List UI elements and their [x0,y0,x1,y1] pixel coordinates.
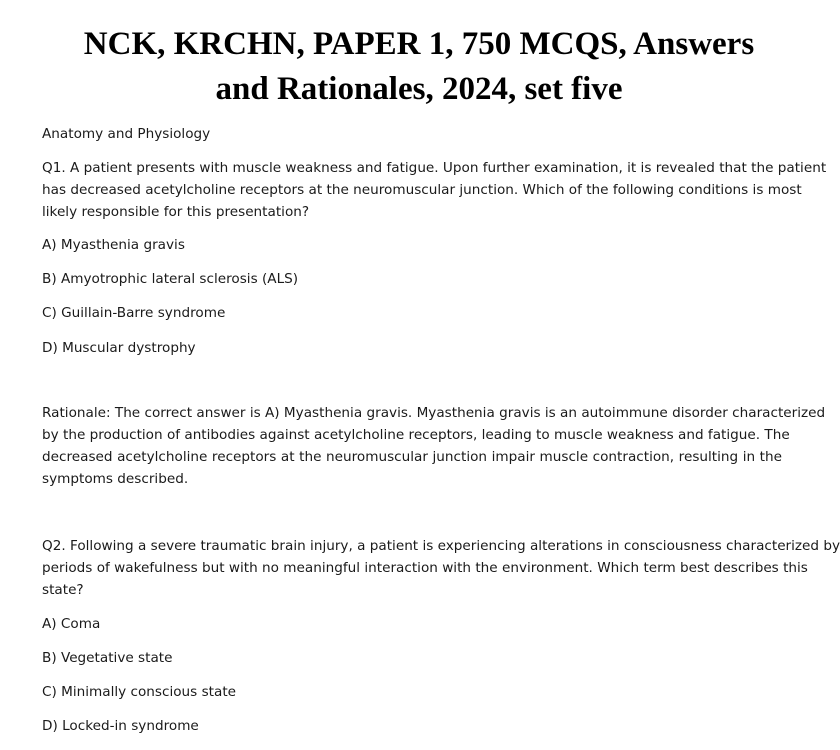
q1-option-c: C) Guillain-Barre syndrome [42,305,226,321]
title-line-2: and Rationales, 2024, set five [215,71,623,107]
document-title [0,22,838,112]
q1-option-d: D) Muscular dystrophy [42,340,196,356]
q1-stem-line: Q1. A patient presents with muscle weakness and fatigue. Upon further examination, it is revealed that the patient [42,160,827,176]
q1-rationale-line: Rationale: The correct answer is A) Myasthenia gravis. Myasthenia gravis is an autoimmune disorder characterized [42,405,826,421]
q2-option-d: D) Locked-in syndrome [42,718,199,734]
q1-rationale-line: symptoms described. [42,471,189,487]
q1-option-a: A) Myasthenia gravis [42,237,185,253]
q1-option-b: B) Amyotrophic lateral sclerosis (ALS) [42,271,299,287]
q1-rationale-line: by the production of antibodies against acetylcholine receptors, leading to muscle weakness and fatigue. The [42,427,790,443]
q2-stem-line: Q2. Following a severe traumatic brain injury, a patient is experiencing alterations in consciousness characterized by [42,538,840,554]
section-heading: Anatomy and Physiology [42,126,211,142]
q1-rationale [42,402,826,490]
q2-stem [42,535,840,601]
q2-option-a: A) Coma [42,616,101,632]
q1-stem-line: likely responsible for this presentation? [42,204,310,220]
q2-stem-line: periods of wakefulness but with no meaningful interaction with the environment. Which term best describes this [42,560,808,576]
q1-stem-line: has decreased acetylcholine receptors at the neuromuscular junction. Which of the following conditions is most [42,182,802,198]
q1-rationale-line: decreased acetylcholine receptors at the neuromuscular junction impair muscle contraction, resulting in the [42,449,782,465]
q2-option-b: B) Vegetative state [42,650,173,666]
q2-option-c: C) Minimally conscious state [42,684,237,700]
title-line-1: NCK, KRCHN, PAPER 1, 750 MCQS, Answers [83,26,755,62]
q2-stem-line: state? [42,582,84,598]
q1-stem [42,157,827,223]
